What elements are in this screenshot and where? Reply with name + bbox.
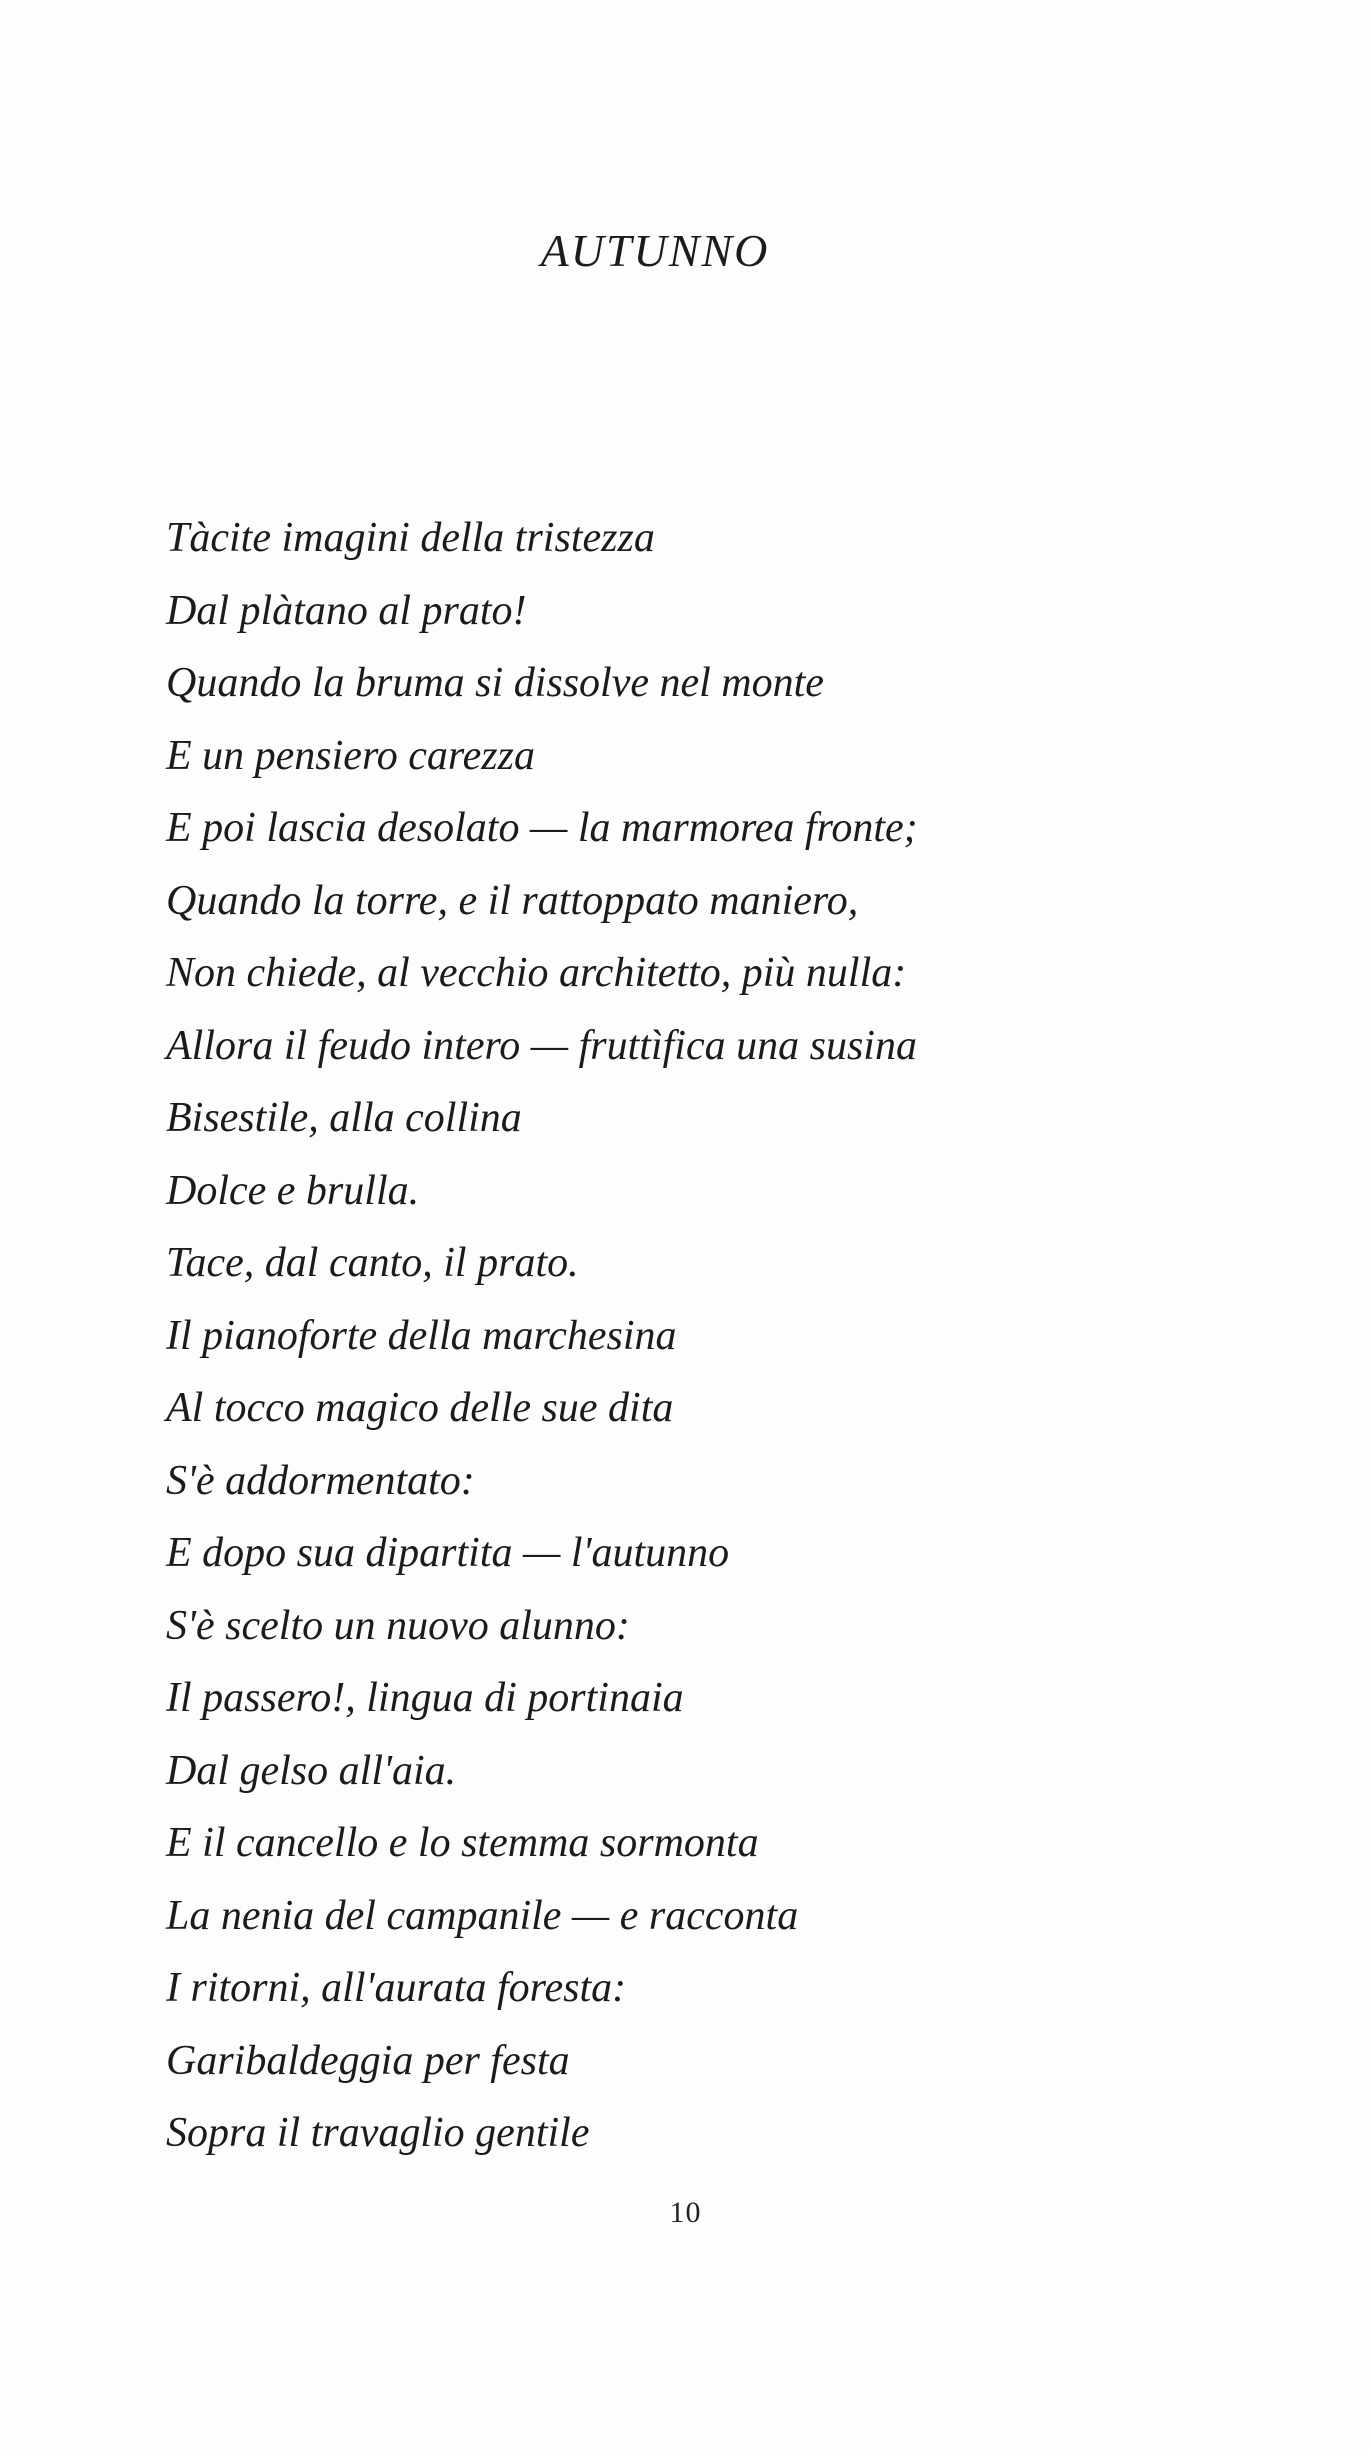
poem-line: Allora il feudo intero — fruttìfica una susina [166, 1022, 917, 1069]
poem-title: AUTUNNO [540, 225, 770, 276]
poem-line: Dolce e brulla. [166, 1167, 420, 1214]
poem-line: La nenia del campanile — e racconta [166, 1892, 799, 1939]
poem-line: E il cancello e lo stemma sormonta [166, 1820, 759, 1866]
poem-line: S'è scelto un nuovo alunno: [166, 1602, 630, 1649]
page-number: 10 [669, 2196, 702, 2229]
poem-line: Sopra il travaglio gentile [166, 2110, 590, 2156]
poem-line: E dopo sua dipartita — l'autunno [166, 1530, 730, 1576]
poem-line: Quando la torre, e il rattoppato maniero, [166, 877, 859, 924]
poem-line: Tàcite imagini della tristezza [166, 515, 655, 561]
poem-line: Tace, dal canto, il prato. [166, 1240, 579, 1286]
poem-line: E un pensiero carezza [166, 732, 535, 779]
poem-line: Al tocco magico delle sue dita [166, 1385, 674, 1431]
poem-line: Garibaldeggia per festa [166, 2037, 570, 2084]
poem-line: Il pianoforte della marchesina [166, 1312, 677, 1359]
poem-body [166, 502, 1326, 2170]
poem-line: Non chiede, al vecchio architetto, più nulla: [166, 950, 907, 996]
poem-line: E poi lascia desolato — la marmorea fronte; [166, 805, 918, 851]
poem-line: S'è addormentato: [166, 1457, 475, 1504]
poem-line: Il passero!, lingua di portinaia [166, 1675, 684, 1721]
poem-line: Dal plàtano al prato! [166, 587, 527, 634]
poem-line: Quando la bruma si dissolve nel monte [166, 660, 824, 706]
poem-line: Dal gelso all'aia. [166, 1747, 457, 1794]
poem-line: Bisestile, alla collina [166, 1095, 522, 1141]
poem-line: I ritorni, all'aurata foresta: [166, 1965, 627, 2011]
